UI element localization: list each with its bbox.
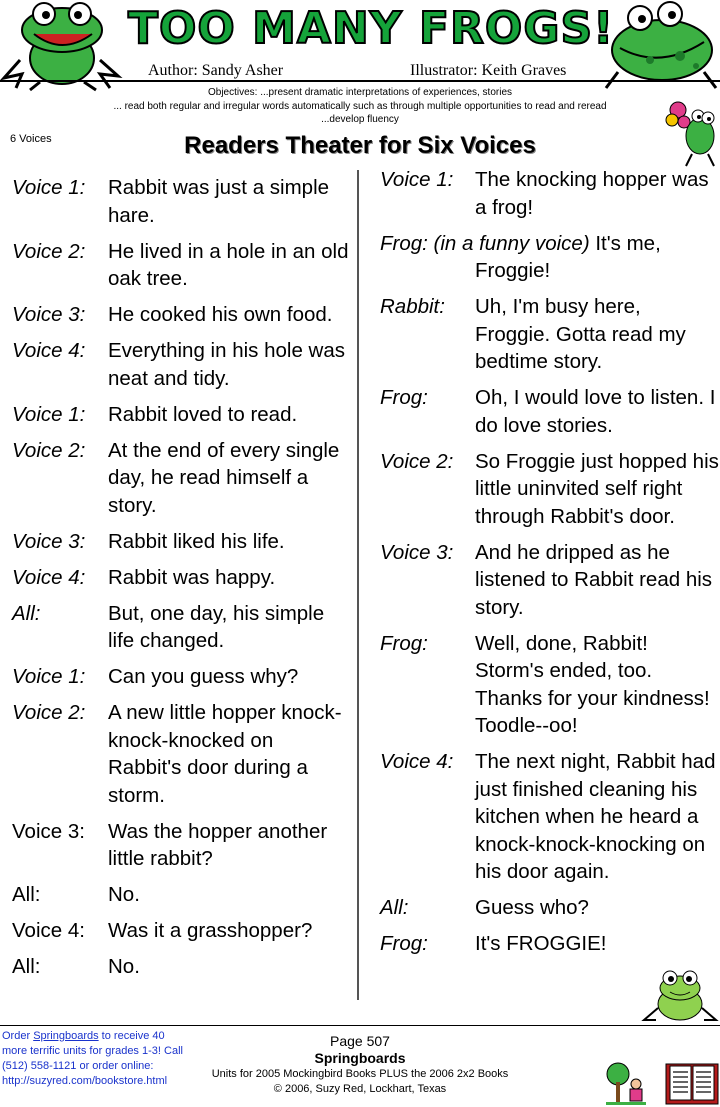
- script-right-column: [380, 166, 720, 966]
- speaker-label: Voice 2:: [12, 701, 86, 724]
- script-line: [380, 448, 720, 531]
- speaker-label: Voice 2:: [380, 449, 454, 473]
- script-line: [380, 230, 720, 285]
- line-text: He lived in a hole in an old oak tree.: [108, 239, 349, 290]
- line-text: Was the hopper another little rabbit?: [108, 819, 328, 870]
- speaker-label: Voice 3:: [12, 529, 86, 553]
- speaker-label: All:: [12, 601, 41, 625]
- script-line: [380, 539, 720, 622]
- script-line: [12, 401, 352, 429]
- reader-under-tree-illustration: [598, 1062, 652, 1106]
- script-line: [12, 600, 352, 655]
- line-text: He cooked his own food.: [108, 303, 333, 326]
- line-text: No.: [108, 955, 140, 978]
- script-line: [12, 699, 352, 809]
- frog-with-flowers-illustration: [664, 96, 720, 168]
- speaker-label: Voice 4:: [12, 919, 85, 942]
- line-text: Can you guess why?: [108, 665, 299, 688]
- column-divider: [357, 170, 359, 1000]
- line-text: The knocking hopper was a frog!: [475, 168, 709, 219]
- script-line: [380, 384, 720, 439]
- copyright: © 2006, Suzy Red, Lockhart, Texas: [273, 1083, 447, 1095]
- line-text: It's FROGGIE!: [475, 932, 607, 955]
- speaker-label: Voice 4:: [12, 565, 86, 589]
- script-line: [12, 337, 352, 392]
- speaker-label: Voice 1:: [380, 168, 454, 191]
- frog-left-illustration: [0, 0, 128, 92]
- script-line: [380, 293, 720, 376]
- line-text: Rabbit was happy.: [108, 565, 276, 589]
- illustrator-credit: Illustrator: Keith Graves: [410, 62, 567, 79]
- author-credit: Author: Sandy Asher: [148, 62, 284, 79]
- line-text: Was it a grasshopper?: [108, 919, 313, 942]
- order-rest: to receive 40 more terrific units for grades 1-3! Call (512) 558-1121 or order online: http://suzyred.com/bookstore.html: [2, 1030, 183, 1087]
- speaker-label: Frog:: [380, 631, 428, 655]
- page-number: Page 507: [330, 1033, 390, 1049]
- order-info: [2, 1029, 192, 1089]
- script-line: [12, 174, 352, 229]
- line-text: The next night, Rabbit had just finished cleaning his kitchen when he heard a knock-knock-knocking on his door again.: [475, 750, 716, 883]
- header-rule: [0, 80, 720, 82]
- order-prefix: Order: [2, 1030, 34, 1042]
- objective-line-2: ... read both regular and irregular words automatically such as through multiple opportunities to read and reread: [113, 101, 607, 112]
- line-text: Rabbit was just a simple hare.: [108, 176, 330, 227]
- speaker-label: Voice 1:: [12, 665, 86, 688]
- line-text: Uh, I'm busy here, Froggie. Gotta read my bedtime story.: [475, 295, 686, 373]
- script-line: [380, 748, 720, 886]
- line-text: Rabbit liked his life.: [108, 529, 285, 553]
- speaker-label: Voice 2:: [12, 239, 86, 263]
- script-left-column: [12, 174, 352, 989]
- line-text: No.: [108, 883, 140, 906]
- script-line: [380, 894, 720, 922]
- springboards-link[interactable]: Springboards: [33, 1030, 99, 1042]
- footer-rule: [0, 1025, 720, 1026]
- line-text: At the end of every single day, he read himself a story.: [108, 438, 340, 517]
- script-line: [12, 917, 352, 945]
- frog-right-illustration: [600, 0, 720, 92]
- script-line: [380, 630, 720, 740]
- open-book-icon: [664, 1060, 720, 1106]
- line-text: It's me, Froggie!: [475, 231, 661, 282]
- line-text: Guess who?: [475, 896, 589, 919]
- page-title: TOO MANY FROGS!: [128, 3, 615, 54]
- speaker-label: Frog:: [380, 932, 428, 955]
- line-text: Oh, I would love to listen. I do love stories.: [475, 386, 716, 437]
- line-text: Everything in his hole was neat and tidy.: [108, 339, 346, 390]
- script-line: [12, 663, 352, 691]
- line-text: But, one day, his simple life changed.: [108, 601, 325, 652]
- objective-line-3: ...develop fluency: [321, 114, 399, 125]
- line-text: A new little hopper knock-knock-knocked on Rabbit's door during a storm.: [108, 701, 342, 807]
- small-frog-illustration: [640, 968, 720, 1026]
- speaker-label: Rabbit:: [380, 295, 445, 318]
- speaker-label: Frog:: [380, 386, 428, 409]
- script-line: [380, 930, 720, 958]
- line-text: Rabbit loved to read.: [108, 402, 298, 426]
- speaker-label: Voice 3:: [12, 303, 86, 326]
- speaker-label: All:: [12, 883, 41, 906]
- speaker-label: Voice 1:: [12, 402, 86, 426]
- speaker-label: Voice 3:: [380, 540, 454, 564]
- speaker-label: Voice 1:: [12, 176, 86, 199]
- script-line: [380, 166, 720, 221]
- script-line: [12, 881, 352, 909]
- line-text: Well, done, Rabbit! Storm's ended, too. Thanks for your kindness! Toodle--oo!: [475, 631, 710, 737]
- speaker-label: Voice 4:: [380, 750, 454, 773]
- speaker-label: All:: [12, 955, 41, 978]
- script-line: [12, 953, 352, 981]
- voices-count: 6 Voices: [10, 133, 52, 145]
- script-line: [12, 238, 352, 293]
- line-text: So Froggie just hopped his little uninvited self right through Rabbit's door.: [475, 449, 719, 528]
- brand-name: Springboards: [314, 1050, 406, 1066]
- speaker-label: Voice 3:: [12, 819, 85, 843]
- units-note: Units for 2005 Mockingbird Books PLUS the 2006 2x2 Books: [211, 1068, 509, 1080]
- script-line: [12, 301, 352, 329]
- script-line: [12, 437, 352, 520]
- speaker-label: Voice 4:: [12, 339, 86, 362]
- subtitle: Readers Theater for Six Voices: [184, 132, 536, 159]
- objective-line-1: Objectives: ...present dramatic interpretations of experiences, stories: [207, 87, 513, 98]
- script-line: [12, 818, 352, 873]
- line-text: And he dripped as he listened to Rabbit read his story.: [475, 540, 713, 619]
- script-line: [12, 564, 352, 592]
- script-line: [12, 528, 352, 556]
- speaker-label: Frog: (in a funny voice): [380, 231, 590, 255]
- speaker-label: Voice 2:: [12, 438, 86, 462]
- speaker-label: All:: [380, 896, 409, 919]
